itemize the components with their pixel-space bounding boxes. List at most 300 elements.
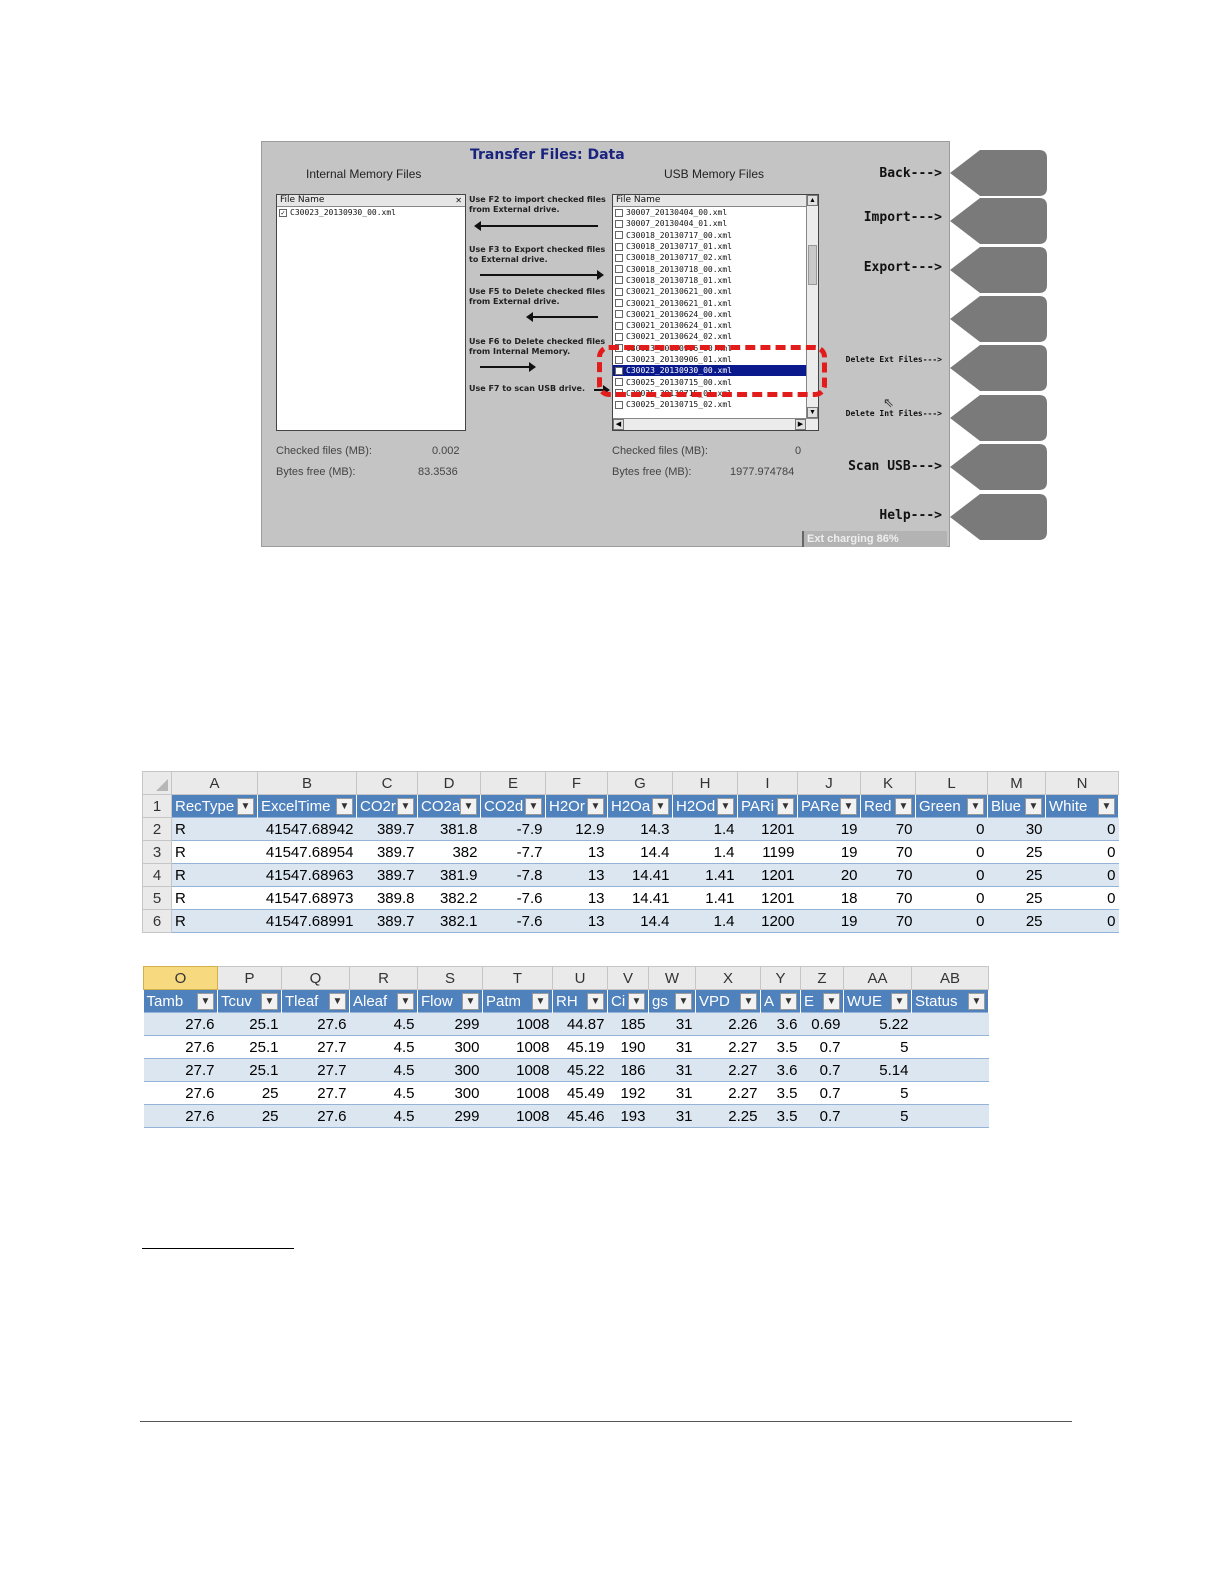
table-cell[interactable]: 27.6 <box>144 1013 218 1036</box>
table-cell[interactable] <box>912 1013 989 1036</box>
table-cell[interactable]: 382.1 <box>418 910 481 933</box>
table-cell[interactable]: 3.6 <box>761 1059 801 1082</box>
table-cell[interactable]: 19 <box>798 818 861 841</box>
table-cell[interactable]: 0 <box>916 910 988 933</box>
column-header[interactable] <box>988 795 1046 818</box>
usb-file-row[interactable] <box>613 263 806 274</box>
table-cell[interactable]: 41547.68942 <box>258 818 357 841</box>
delete-ext-key-label[interactable]: Delete Ext Files---> <box>845 355 942 364</box>
delete-int-key-label[interactable]: Delete Int Files---> <box>845 409 942 418</box>
column-header[interactable] <box>481 795 546 818</box>
table-cell[interactable]: 25 <box>218 1105 282 1128</box>
table-cell[interactable]: 2.27 <box>696 1082 761 1105</box>
filter-dropdown-icon[interactable]: ▼ <box>261 993 278 1010</box>
column-header[interactable] <box>218 990 282 1013</box>
column-letter[interactable]: C <box>357 772 418 795</box>
file-checkbox[interactable] <box>615 276 623 284</box>
filter-dropdown-icon[interactable]: ▼ <box>336 798 353 815</box>
column-header[interactable] <box>912 990 989 1013</box>
table-cell[interactable]: 1199 <box>738 841 798 864</box>
table-cell[interactable]: 13 <box>546 864 608 887</box>
right-arrow-icon <box>480 274 598 276</box>
column-letter[interactable]: Q <box>282 967 350 990</box>
column-header[interactable] <box>418 990 483 1013</box>
table-cell[interactable]: 45.22 <box>553 1059 608 1082</box>
table-cell[interactable]: 1201 <box>738 887 798 910</box>
footer-rule <box>140 1421 1072 1422</box>
table-cell[interactable]: 41547.68954 <box>258 841 357 864</box>
f5-softkey[interactable] <box>950 345 1047 391</box>
table-cell[interactable]: 0 <box>916 887 988 910</box>
filter-dropdown-icon[interactable]: ▼ <box>587 993 604 1010</box>
import-key-label[interactable]: Import---> <box>863 210 942 225</box>
column-letter[interactable]: AB <box>912 967 989 990</box>
file-checkbox[interactable]: ✓ <box>280 208 286 217</box>
table-cell[interactable]: 2.25 <box>696 1105 761 1128</box>
column-header-label: H2Od <box>676 797 716 815</box>
table-cell[interactable]: 70 <box>861 818 916 841</box>
table-cell[interactable]: 389.7 <box>357 818 418 841</box>
f7-softkey[interactable] <box>950 444 1047 490</box>
table-cell[interactable]: 25.1 <box>218 1036 282 1059</box>
file-checkbox[interactable] <box>615 322 623 330</box>
column-header[interactable] <box>282 990 350 1013</box>
filter-dropdown-icon[interactable]: ▼ <box>237 798 254 815</box>
table-cell[interactable]: 0.7 <box>801 1105 844 1128</box>
table-cell[interactable]: 45.19 <box>553 1036 608 1059</box>
table-cell[interactable]: 45.49 <box>553 1082 608 1105</box>
row-number[interactable]: 2 <box>143 818 172 841</box>
table-cell[interactable]: 0.7 <box>801 1082 844 1105</box>
table-cell[interactable]: 0.69 <box>801 1013 844 1036</box>
file-checkbox[interactable] <box>615 220 623 228</box>
table-cell[interactable]: 299 <box>418 1105 483 1128</box>
column-letter[interactable]: X <box>696 967 761 990</box>
left-arrow-icon <box>532 316 598 318</box>
column-letter[interactable]: A <box>172 772 258 795</box>
file-checkbox[interactable] <box>615 209 623 217</box>
table-cell[interactable]: 1.4 <box>673 910 738 933</box>
table-cell[interactable]: 1201 <box>738 818 798 841</box>
column-header-label: Tcuv <box>221 992 252 1010</box>
table-cell[interactable]: 41547.68973 <box>258 887 357 910</box>
file-name-column-header: File Name <box>280 195 325 205</box>
table-cell[interactable]: -7.8 <box>481 864 546 887</box>
column-letter[interactable]: O <box>144 967 218 990</box>
file-checkbox[interactable] <box>615 288 623 296</box>
table-cell[interactable]: 0 <box>1046 864 1119 887</box>
table-cell[interactable]: 0 <box>1046 841 1119 864</box>
column-letter[interactable]: B <box>258 772 357 795</box>
f3-softkey[interactable] <box>950 247 1047 293</box>
table-cell[interactable]: R <box>172 910 258 933</box>
column-header[interactable] <box>916 795 988 818</box>
table-cell[interactable] <box>912 1105 989 1128</box>
column-header[interactable] <box>608 795 673 818</box>
filter-dropdown-icon[interactable]: ▼ <box>967 798 984 815</box>
column-letter[interactable]: Z <box>801 967 844 990</box>
column-letter[interactable]: L <box>916 772 988 795</box>
row-number[interactable]: 5 <box>143 887 172 910</box>
column-header-label: A <box>764 992 775 1010</box>
usb-file-row[interactable] <box>613 399 806 410</box>
column-letter[interactable]: AA <box>844 967 912 990</box>
table-cell[interactable]: 3.5 <box>761 1105 801 1128</box>
table-cell[interactable]: 3.5 <box>761 1082 801 1105</box>
table-cell[interactable]: -7.6 <box>481 887 546 910</box>
filter-dropdown-icon[interactable]: ▼ <box>968 993 985 1010</box>
filter-dropdown-icon[interactable]: ▼ <box>740 993 757 1010</box>
column-letter[interactable]: S <box>418 967 483 990</box>
filter-dropdown-icon[interactable]: ▼ <box>1025 798 1042 815</box>
column-header[interactable] <box>357 795 418 818</box>
scroll-thumb[interactable] <box>808 245 817 285</box>
table-cell[interactable]: R <box>172 864 258 887</box>
file-checkbox[interactable] <box>615 231 623 239</box>
column-header[interactable] <box>801 990 844 1013</box>
column-letter[interactable]: M <box>988 772 1046 795</box>
filter-dropdown-icon[interactable]: ▼ <box>462 993 479 1010</box>
table-cell[interactable]: 70 <box>861 887 916 910</box>
file-checkbox[interactable] <box>615 310 623 318</box>
scroll-up-icon[interactable]: ▲ <box>807 195 818 206</box>
filter-dropdown-icon[interactable]: ▼ <box>652 798 669 815</box>
filter-dropdown-icon[interactable]: ▼ <box>525 798 542 815</box>
column-header[interactable] <box>738 795 798 818</box>
table-cell[interactable]: 19 <box>798 841 861 864</box>
filter-dropdown-icon[interactable]: ▼ <box>460 798 477 815</box>
table-cell[interactable]: 1.41 <box>673 887 738 910</box>
table-cell[interactable]: 31 <box>649 1059 696 1082</box>
table-cell[interactable]: 382 <box>418 841 481 864</box>
filter-dropdown-icon[interactable]: ▼ <box>777 798 794 815</box>
table-cell[interactable]: 27.7 <box>282 1036 350 1059</box>
table-cell[interactable]: 25 <box>988 887 1046 910</box>
table-cell[interactable]: 27.7 <box>144 1059 218 1082</box>
table-cell[interactable]: 27.6 <box>282 1105 350 1128</box>
table-cell[interactable]: 4.5 <box>350 1082 418 1105</box>
table-cell[interactable]: 1008 <box>483 1105 553 1128</box>
column-header[interactable] <box>483 990 553 1013</box>
table-cell[interactable]: 1.4 <box>673 841 738 864</box>
table-cell[interactable]: 14.41 <box>608 887 673 910</box>
table-cell[interactable]: 14.4 <box>608 910 673 933</box>
table-cell[interactable]: 19 <box>798 910 861 933</box>
column-letter[interactable]: H <box>673 772 738 795</box>
table-cell[interactable]: 389.7 <box>357 841 418 864</box>
column-letter[interactable]: D <box>418 772 481 795</box>
f2-softkey[interactable] <box>950 198 1047 244</box>
table-cell[interactable] <box>912 1059 989 1082</box>
internal-checked-value: 0.002 <box>432 445 460 457</box>
f6-softkey[interactable] <box>950 395 1047 441</box>
scroll-down-icon[interactable]: ▼ <box>807 407 818 418</box>
help-key-label[interactable]: Help---> <box>879 508 942 523</box>
horizontal-scrollbar[interactable] <box>613 418 818 430</box>
table-cell[interactable]: 0 <box>1046 818 1119 841</box>
column-letter[interactable]: I <box>738 772 798 795</box>
table-cell[interactable]: 44.87 <box>553 1013 608 1036</box>
column-letter[interactable]: R <box>350 967 418 990</box>
usb-file-row[interactable] <box>613 230 806 241</box>
table-cell[interactable]: 4.5 <box>350 1105 418 1128</box>
table-cell[interactable]: 190 <box>608 1036 649 1059</box>
table-cell[interactable]: 186 <box>608 1059 649 1082</box>
table-cell[interactable]: 27.6 <box>144 1082 218 1105</box>
row-number[interactable]: 6 <box>143 910 172 933</box>
table-cell[interactable]: 25 <box>988 841 1046 864</box>
filter-dropdown-icon[interactable]: ▼ <box>823 993 840 1010</box>
internal-file-list[interactable] <box>276 194 466 431</box>
table-cell[interactable]: 193 <box>608 1105 649 1128</box>
table-cell[interactable]: 25 <box>988 864 1046 887</box>
usb-file-row[interactable] <box>613 286 806 297</box>
table-cell[interactable]: 381.8 <box>418 818 481 841</box>
table-cell[interactable]: 31 <box>649 1082 696 1105</box>
usb-file-row[interactable] <box>613 331 806 342</box>
filter-dropdown-icon[interactable]: ▼ <box>587 798 604 815</box>
column-header-label: VPD <box>699 992 730 1010</box>
table-cell[interactable]: 27.7 <box>282 1082 350 1105</box>
column-header[interactable] <box>418 795 481 818</box>
spreadsheet-table-2 <box>143 966 989 1128</box>
table-cell[interactable]: 389.8 <box>357 887 418 910</box>
table-cell[interactable]: 12.9 <box>546 818 608 841</box>
table-cell[interactable]: 25.1 <box>218 1013 282 1036</box>
table-cell[interactable]: 31 <box>649 1036 696 1059</box>
table-cell[interactable]: 1.4 <box>673 818 738 841</box>
table-cell[interactable]: 20 <box>798 864 861 887</box>
table-cell[interactable]: 27.6 <box>144 1105 218 1128</box>
column-header[interactable] <box>172 795 258 818</box>
table-cell[interactable]: 70 <box>861 910 916 933</box>
column-letter[interactable]: F <box>546 772 608 795</box>
table-cell[interactable]: 0 <box>1046 887 1119 910</box>
table-cell[interactable]: 382.2 <box>418 887 481 910</box>
f1-softkey[interactable] <box>950 150 1047 196</box>
usb-file-row[interactable] <box>613 241 806 252</box>
table-cell[interactable]: 1008 <box>483 1036 553 1059</box>
filter-dropdown-icon[interactable]: ▼ <box>717 798 734 815</box>
close-icon[interactable]: ✕ <box>455 196 462 205</box>
select-all-corner[interactable] <box>143 772 172 795</box>
table-cell[interactable]: 13 <box>546 841 608 864</box>
table-cell[interactable]: R <box>172 841 258 864</box>
column-header[interactable] <box>144 990 218 1013</box>
filter-dropdown-icon[interactable]: ▼ <box>675 993 692 1010</box>
table-cell[interactable]: 300 <box>418 1059 483 1082</box>
table-cell[interactable]: 3.6 <box>761 1013 801 1036</box>
table-cell[interactable]: 25 <box>988 910 1046 933</box>
usb-file-row[interactable] <box>613 320 806 331</box>
table-cell[interactable]: 0 <box>1046 910 1119 933</box>
usb-list-header[interactable] <box>613 195 806 207</box>
back-key-label[interactable]: Back---> <box>879 166 942 181</box>
table-cell[interactable] <box>912 1082 989 1105</box>
column-header[interactable] <box>649 990 696 1013</box>
table-cell[interactable]: 5 <box>844 1082 912 1105</box>
filter-dropdown-icon[interactable]: ▼ <box>397 798 414 815</box>
column-header[interactable] <box>350 990 418 1013</box>
table-cell[interactable]: 41547.68991 <box>258 910 357 933</box>
table-cell[interactable]: 13 <box>546 887 608 910</box>
table-cell[interactable]: 1008 <box>483 1013 553 1036</box>
table-cell[interactable]: 389.7 <box>357 864 418 887</box>
column-header[interactable] <box>258 795 357 818</box>
table-cell[interactable]: 2.26 <box>696 1013 761 1036</box>
table-cell[interactable]: 30 <box>988 818 1046 841</box>
table-cell[interactable]: 1.41 <box>673 864 738 887</box>
row-number[interactable]: 1 <box>143 795 172 818</box>
file-checkbox[interactable] <box>615 254 623 262</box>
table-cell[interactable]: 25.1 <box>218 1059 282 1082</box>
table-cell[interactable]: 0.7 <box>801 1036 844 1059</box>
table-header-row <box>144 990 989 1013</box>
table-cell[interactable]: 5 <box>844 1105 912 1128</box>
table-cell[interactable]: 1200 <box>738 910 798 933</box>
table-cell[interactable]: R <box>172 887 258 910</box>
export-key-label[interactable]: Export---> <box>863 260 942 275</box>
column-letter[interactable]: V <box>608 967 649 990</box>
file-checkbox[interactable] <box>615 401 623 409</box>
filter-dropdown-icon[interactable]: ▼ <box>197 993 214 1010</box>
table-cell[interactable]: 41547.68963 <box>258 864 357 887</box>
column-header[interactable] <box>553 990 608 1013</box>
file-checkbox[interactable] <box>615 333 623 341</box>
column-header[interactable] <box>761 990 801 1013</box>
table-cell[interactable]: 2.27 <box>696 1036 761 1059</box>
table-cell[interactable]: 192 <box>608 1082 649 1105</box>
table-cell[interactable]: 31 <box>649 1013 696 1036</box>
table-cell[interactable]: 3.5 <box>761 1036 801 1059</box>
table-cell[interactable] <box>912 1036 989 1059</box>
scan-usb-key-label[interactable]: Scan USB---> <box>848 459 942 474</box>
scroll-left-icon[interactable]: ◀ <box>613 419 624 430</box>
table-cell[interactable]: 0 <box>916 841 988 864</box>
table-cell[interactable]: 1008 <box>483 1059 553 1082</box>
filter-dropdown-icon[interactable]: ▼ <box>397 993 414 1010</box>
column-letter[interactable]: J <box>798 772 861 795</box>
column-letter[interactable]: K <box>861 772 916 795</box>
column-letter[interactable]: G <box>608 772 673 795</box>
column-letter[interactable]: E <box>481 772 546 795</box>
column-header-label: CO2d <box>484 797 524 815</box>
column-header[interactable] <box>798 795 861 818</box>
table-cell[interactable]: 14.4 <box>608 841 673 864</box>
table-cell[interactable]: 27.6 <box>282 1013 350 1036</box>
usb-file-row[interactable] <box>613 207 806 218</box>
table-cell[interactable]: 300 <box>418 1082 483 1105</box>
column-header[interactable] <box>844 990 912 1013</box>
usb-file-row[interactable] <box>613 309 806 320</box>
column-letter[interactable]: T <box>483 967 553 990</box>
table-cell[interactable]: 1008 <box>483 1082 553 1105</box>
table-cell[interactable]: 185 <box>608 1013 649 1036</box>
filter-dropdown-icon[interactable]: ▼ <box>895 798 912 815</box>
table-cell[interactable]: 4.5 <box>350 1036 418 1059</box>
file-checkbox[interactable] <box>615 265 623 273</box>
mouse-pointer-icon: ⇖ <box>883 395 894 410</box>
internal-file-row[interactable] <box>277 207 465 218</box>
column-header[interactable] <box>608 990 649 1013</box>
row-number[interactable]: 4 <box>143 864 172 887</box>
table-cell[interactable]: 0.7 <box>801 1059 844 1082</box>
usb-checked-label: Checked files (MB): <box>612 445 708 457</box>
table-cell[interactable]: -7.7 <box>481 841 546 864</box>
table-cell[interactable]: 25 <box>218 1082 282 1105</box>
table-cell[interactable]: 14.41 <box>608 864 673 887</box>
table-cell[interactable]: 300 <box>418 1036 483 1059</box>
f8-softkey[interactable] <box>950 494 1047 540</box>
table-cell[interactable]: 5.22 <box>844 1013 912 1036</box>
table-cell[interactable]: 5 <box>844 1036 912 1059</box>
column-letter[interactable]: U <box>553 967 608 990</box>
table-cell[interactable]: 31 <box>649 1105 696 1128</box>
table-cell[interactable]: 27.6 <box>144 1036 218 1059</box>
table-cell[interactable]: 5.14 <box>844 1059 912 1082</box>
scroll-right-icon[interactable]: ▶ <box>795 419 806 430</box>
table-cell[interactable]: 299 <box>418 1013 483 1036</box>
column-header[interactable] <box>546 795 608 818</box>
table-cell[interactable]: 14.3 <box>608 818 673 841</box>
internal-list-header[interactable] <box>277 195 465 207</box>
table-cell[interactable]: 13 <box>546 910 608 933</box>
table-cell[interactable]: 27.7 <box>282 1059 350 1082</box>
column-letter[interactable]: W <box>649 967 696 990</box>
file-checkbox[interactable] <box>615 299 623 307</box>
filter-dropdown-icon[interactable]: ▼ <box>628 993 645 1010</box>
column-header-label: PARi <box>741 797 775 815</box>
file-name: C30018_20130718_00.xml <box>626 264 732 274</box>
table-cell[interactable]: 45.46 <box>553 1105 608 1128</box>
table-cell[interactable]: 70 <box>861 841 916 864</box>
file-checkbox[interactable] <box>615 243 623 251</box>
table-cell[interactable]: 0 <box>916 864 988 887</box>
usb-file-row[interactable] <box>613 218 806 229</box>
usb-file-row[interactable] <box>613 275 806 286</box>
table-cell[interactable]: -7.6 <box>481 910 546 933</box>
f4-softkey[interactable] <box>950 296 1047 342</box>
table-cell[interactable]: 4.5 <box>350 1013 418 1036</box>
table-cell[interactable]: 1201 <box>738 864 798 887</box>
filter-dropdown-icon[interactable]: ▼ <box>891 993 908 1010</box>
row-number[interactable]: 3 <box>143 841 172 864</box>
filter-dropdown-icon[interactable]: ▼ <box>532 993 549 1010</box>
column-letter[interactable]: Y <box>761 967 801 990</box>
table-cell[interactable]: 381.9 <box>418 864 481 887</box>
table-cell[interactable]: 70 <box>861 864 916 887</box>
usb-file-row[interactable] <box>613 297 806 308</box>
table-cell[interactable]: 4.5 <box>350 1059 418 1082</box>
table-cell[interactable]: 2.27 <box>696 1059 761 1082</box>
column-letter[interactable]: P <box>218 967 282 990</box>
table-cell[interactable]: 0 <box>916 818 988 841</box>
filter-dropdown-icon[interactable]: ▼ <box>780 993 797 1010</box>
table-cell[interactable]: 18 <box>798 887 861 910</box>
column-header[interactable] <box>696 990 761 1013</box>
filter-dropdown-icon[interactable]: ▼ <box>1098 798 1115 815</box>
table-cell[interactable]: 389.7 <box>357 910 418 933</box>
column-letter[interactable]: N <box>1046 772 1119 795</box>
filter-dropdown-icon[interactable]: ▼ <box>329 993 346 1010</box>
table-cell[interactable]: R <box>172 818 258 841</box>
usb-file-row[interactable] <box>613 252 806 263</box>
column-header[interactable] <box>861 795 916 818</box>
column-header[interactable] <box>1046 795 1119 818</box>
table-cell[interactable]: -7.9 <box>481 818 546 841</box>
filter-dropdown-icon[interactable]: ▼ <box>840 798 857 815</box>
column-header[interactable] <box>673 795 738 818</box>
